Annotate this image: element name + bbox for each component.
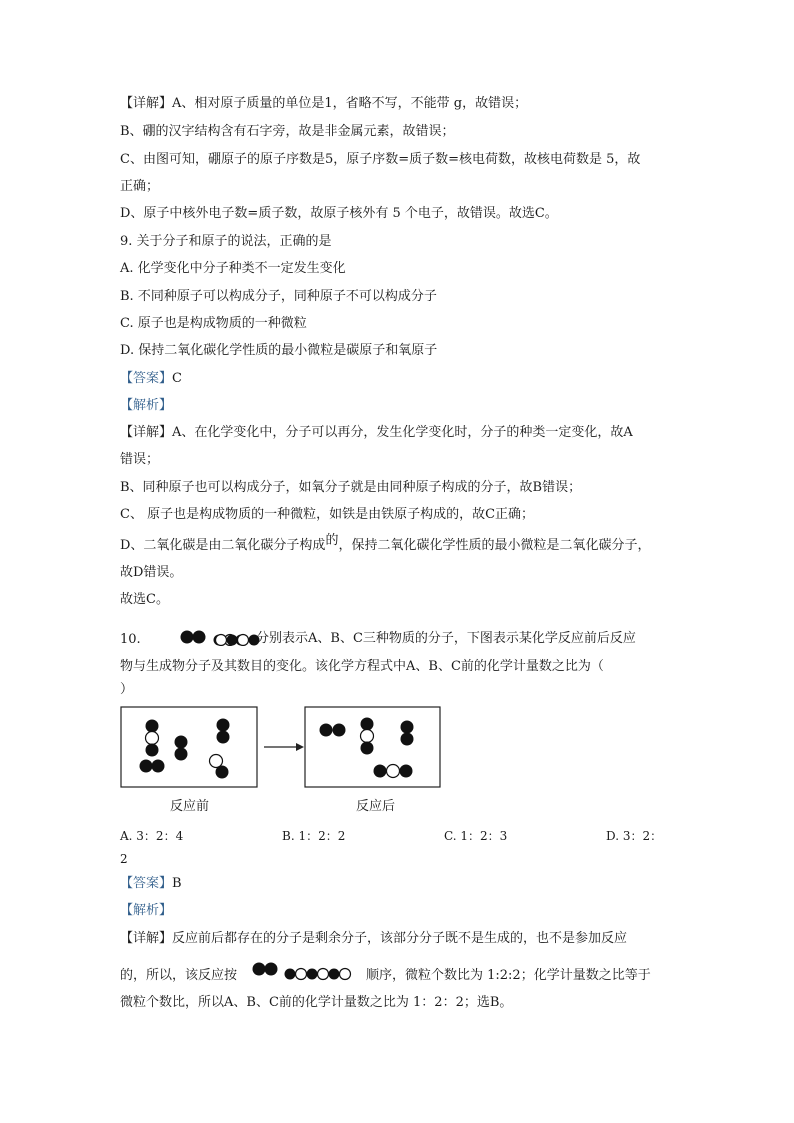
q8-detail-b: B、硼的汉字结构含有石字旁，故是非金属元素，故错误； (120, 124, 455, 139)
q10-option-c: C. 1：2：3 (444, 829, 508, 843)
after-label: 反应后 (356, 799, 396, 814)
reaction-diagram (120, 706, 450, 788)
before-box (121, 707, 257, 787)
q9-detail-line-1 (120, 425, 633, 441)
q9-detail-d-part3: ，保持二氧化碳化学性质的最小微粒是二氧化碳分子， (338, 538, 651, 553)
q10-stem-text-1: 分别表示A、B、C三种物质的分子，下图表示某化学反应前后反应 (256, 631, 636, 646)
q10-stem-line-2: 物与生成物分子及其数目的变化。该化学方程式中A、B、C前的化学计量数之比为（ (120, 659, 604, 674)
q10-option-b: B. 1：2：2 (282, 829, 346, 843)
q10-detail-text-1: 反应前后都存在的分子是剩余分子，该部分分子既不是生成的，也不是参加反应 (172, 931, 628, 946)
q10-detail-line-3: 微粒个数比，所以A、B、C前的化学计量数之比为 1：2：2；选B。 (120, 995, 513, 1010)
q8-detail-line-1 (120, 96, 527, 112)
q10-answer (120, 876, 182, 892)
q9-detail-d-part1: D、二氧化碳是由二氧化碳分子构成 (120, 538, 326, 553)
q9-option-d: D. 保持二氧化碳化学性质的最小微粒是碳原子和氧原子 (120, 343, 438, 358)
molecule-sequence-icon (250, 960, 360, 982)
q9-detail-d-cont: 故D错误。 (120, 565, 183, 580)
molecule-a-atom-1 (180, 631, 193, 644)
q10-analysis-tag: 【解析】 (120, 903, 173, 918)
q9-option-a: A. 化学变化中分子种类不一定发生变化 (120, 261, 346, 276)
q9-detail-a: A、在化学变化中，分子可以再分，发生化学变化时，分子的种类一定变化，故A (172, 425, 633, 440)
before-label: 反应前 (170, 799, 210, 814)
q10-detail-line-1 (120, 931, 627, 947)
detail-tag: 【详解】 (120, 425, 173, 440)
q10-detail-line-2-cont: 顺序，微粒个数比为 1:2:2；化学计量数之比等于 (366, 968, 651, 983)
answer-tag: 【答案】 (120, 876, 173, 891)
q8-detail-c-cont: 正确； (120, 179, 160, 194)
q9-detail-b: B、同种原子也可以构成分子，如氧分子就是由同种原子构成的分子，故B错误； (120, 480, 582, 495)
detail-tag: 【详解】 (120, 96, 173, 111)
q10-detail-line-2: 的，所以，该反应按 (120, 968, 238, 983)
detail-tag: 【详解】 (120, 931, 173, 946)
answer-tag: 【答案】 (120, 371, 173, 386)
molecule-a-atom-2 (192, 631, 205, 644)
q9-detail-c: C、 原子也是构成物质的一种微粒，如铁是由铁原子构成的，故C正确； (120, 507, 535, 522)
q9-answer (120, 371, 182, 387)
q9-analysis-tag: 【解析】 (120, 398, 173, 413)
q9-detail-d-part2: 的 (325, 533, 339, 548)
q10-option-a: A. 3：2：4 (120, 829, 184, 843)
q9-conclusion: 故选C。 (120, 592, 169, 607)
q9-detail-a-cont: 错误； (120, 452, 160, 467)
q8-detail-d: D、原子中核外电子数=质子数，故原子核外有 5 个电子，故错误。故选C。 (120, 206, 558, 221)
q10-answer-value: B (172, 876, 182, 891)
q9-detail-d (120, 533, 651, 554)
q8-detail-c: C、由图可知，硼原子的原子序数是5，原子序数=质子数=核电荷数，故核电荷数是 5，故 (120, 152, 641, 167)
q9-option-b: B. 不同种原子可以构成分子，同种原子不可以构成分子 (120, 289, 437, 304)
q9-option-c: C. 原子也是构成物质的一种微粒 (120, 316, 307, 331)
q9-stem: 9. 关于分子和原子的说法，正确的是 (120, 234, 332, 249)
q8-detail-a: A、相对原子质量的单位是1，省略不写，不能带 g，故错误； (172, 96, 528, 111)
q9-answer-value: C (172, 371, 182, 386)
q10-number: 10. (120, 632, 141, 647)
q10-option-d: D. 3：2： (606, 829, 663, 843)
q10-stem-line-3: ） (120, 682, 134, 697)
q10-option-d-cont: 2 (120, 852, 128, 866)
